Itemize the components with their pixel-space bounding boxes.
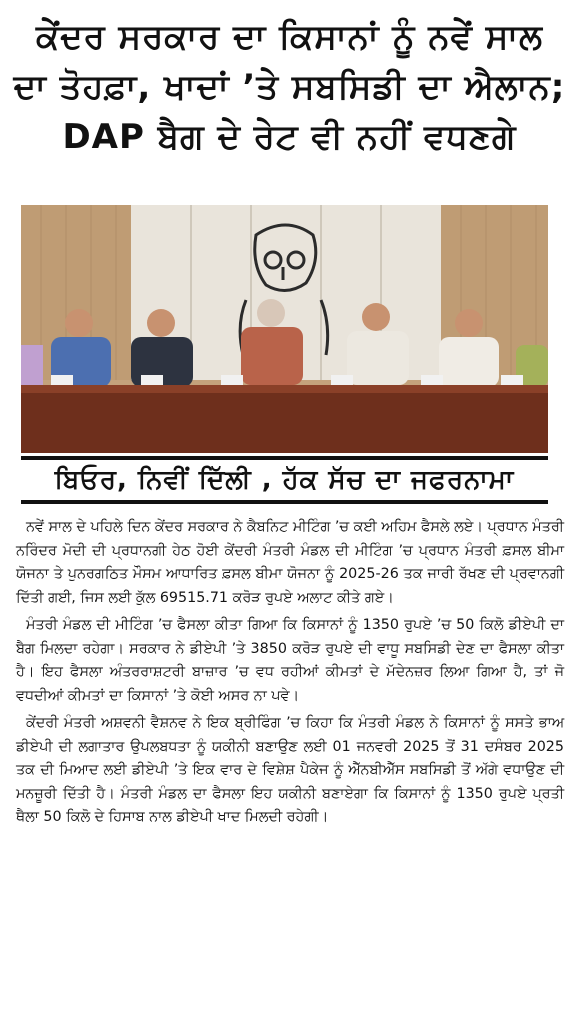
cabinet-meeting-photo (21, 205, 548, 453)
paragraph-3: ਕੇਂਦਰੀ ਮੰਤਰੀ ਅਸ਼ਵਨੀ ਵੈਸ਼ਨਵ ਨੇ ਇਕ ਬ੍ਰੀਫਿੰਗ ’ਚ ਕਿਹਾ ਕਿ ਮੰਤਰੀ ਮੰਡਲ ਨੇ ਕਿਸਾਨਾਂ ਨੂੰ ਸਸਤੇ ਭਾਅ ਡੀਏਪੀ ਦੀ ਲਗਾਤਾਰ ਉਪਲਬਧਤਾ ਨੂੰ ਯਕੀਨੀ ਬਣਾਉਣ ਲਈ 01 ਜਨਵਰੀ 2025 ਤੋਂ 31 ਦਸੰਬਰ 2025 ਤਕ ਦੀ ਮਿਆਦ ਲਈ ਡੀਏਪੀ ’ਤੇ ਇਕ ਵਾਰ ਦੇ ਵਿਸ਼ੇਸ਼ ਪੈਕੇਜ ਨੂੰ ਐੱਨਬੀਐੱਸ ਸਬਸਿਡੀ ਤੋਂ ਅੱਗੇ ਵਧਾਉਣ ਦੀ ਮਨਜ਼ੂਰੀ ਦਿੱਤੀ ਹੈ। ਮੰਤਰੀ ਮੰਡਲ ਦਾ ਫੈਸਲਾ ਇਹ ਯਕੀਨੀ ਬਣਾਏਗਾ ਕਿ ਕਿਸਾਨਾਂ ਨੂੰ 1350 ਰੁਪਏ ਪ੍ਰਤੀ ਥੈਲਾ 50 ਕਿਲੋ ਦੇ ਹਿਸਾਬ ਨਾਲ ਡੀਏਪੀ ਖਾਦ ਮਿਲਦੀ ਰਹੇਗੀ। (16, 715, 564, 825)
paragraph-1: ਨਵੇਂ ਸਾਲ ਦੇ ਪਹਿਲੇ ਦਿਨ ਕੇਂਦਰ ਸਰਕਾਰ ਨੇ ਕੈਬਨਿਟ ਮੀਟਿੰਗ ’ਚ ਕਈ ਅਹਿਮ ਫੈਸਲੇ ਲਏ। ਪ੍ਰਧਾਨ ਮੰਤਰੀ ਨਰਿੰਦਰ ਮੋਦੀ ਦੀ ਪ੍ਰਧਾਨਗੀ ਹੇਠ ਹੋਈ ਕੇਂਦਰੀ ਮੰਤਰੀ ਮੰਡਲ ਦੀ ਮੀਟਿੰਗ ’ਚ ਪ੍ਰਧਾਨ ਮੰਤਰੀ ਫ਼ਸਲ ਬੀਮਾ ਯੋਜਨਾ ਤੇ ਪੁਨਰਗਠਿਤ ਮੌਸਮ ਆਧਾਰਿਤ ਫ਼ਸਲ ਬੀਮਾ ਯੋਜਨਾ ਨੂੰ 2025-26 ਤਕ ਜਾਰੀ ਰੱਖਣ ਦੀ ਪ੍ਰਵਾਨਗੀ ਦਿੱਤੀ ਗਈ, ਜਿਸ ਲਈ ਕੁੱਲ 69515.71 ਕਰੋੜ ਰੁਪਏ ਅਲਾਟ ਕੀਤੇ ਗਏ। (16, 519, 564, 606)
headline (10, 12, 569, 162)
article-body (16, 516, 564, 834)
headline-line-3: DAP ਬੈਗ ਦੇ ਰੇਟ ਵੀ ਨਹੀਂ ਵਧਣਗੇ (62, 117, 517, 157)
headline-line-1: ਕੇਂਦਰ ਸਰਕਾਰ ਦਾ ਕਿਸਾਨਾਂ ਨੂੰ ਨਵੇਂ ਸਾਲ (35, 17, 544, 57)
paragraph-2: ਮੰਤਰੀ ਮੰਡਲ ਦੀ ਮੀਟਿੰਗ ’ਚ ਫੈਸਲਾ ਕੀਤਾ ਗਿਆ ਕਿ ਕਿਸਾਨਾਂ ਨੂੰ 1350 ਰੁਪਏ ’ਚ 50 ਕਿਲੋ ਡੀਏਪੀ ਦਾ ਬੈਗ ਮਿਲਦਾ ਰਹੇਗਾ। ਸਰਕਾਰ ਨੇ ਡੀਏਪੀ ’ਤੇ 3850 ਕਰੋੜ ਰੁਪਏ ਦੀ ਵਾਧੂ ਸਬਸਿਡੀ ਦੇਣ ਦਾ ਫੈਸਲਾ ਕੀਤਾ ਹੈ। ਇਹ ਫੈਸਲਾ ਅੰਤਰਰਾਸ਼ਟਰੀ ਬਾਜ਼ਾਰ ’ਚ ਵਧ ਰਹੀਆਂ ਕੀਮਤਾਂ ਦੇ ਮੱਦੇਨਜ਼ਰ ਲਿਆ ਗਿਆ ਹੈ, ਤਾਂ ਜੋ ਵਧਦੀਆਂ ਕੀਮਤਾਂ ਦਾ ਕਿਸਾਨਾਂ ’ਤੇ ਕੋਈ ਅਸਰ ਨਾ ਪਵੇ। (16, 617, 564, 704)
byline: ਬਿਓਰ, ਨਿਵੀਂ ਦਿੱਲੀ , ਹੱਕ ਸੱਚ ਦਾ ਜਫਰਨਾਮਾ (21, 456, 548, 504)
headline-line-2: ਦਾ ਤੋਹਫ਼ਾ, ਖਾਦਾਂ ’ਤੇ ਸਬਸਿਡੀ ਦਾ ਐਲਾਨ; (13, 67, 566, 107)
